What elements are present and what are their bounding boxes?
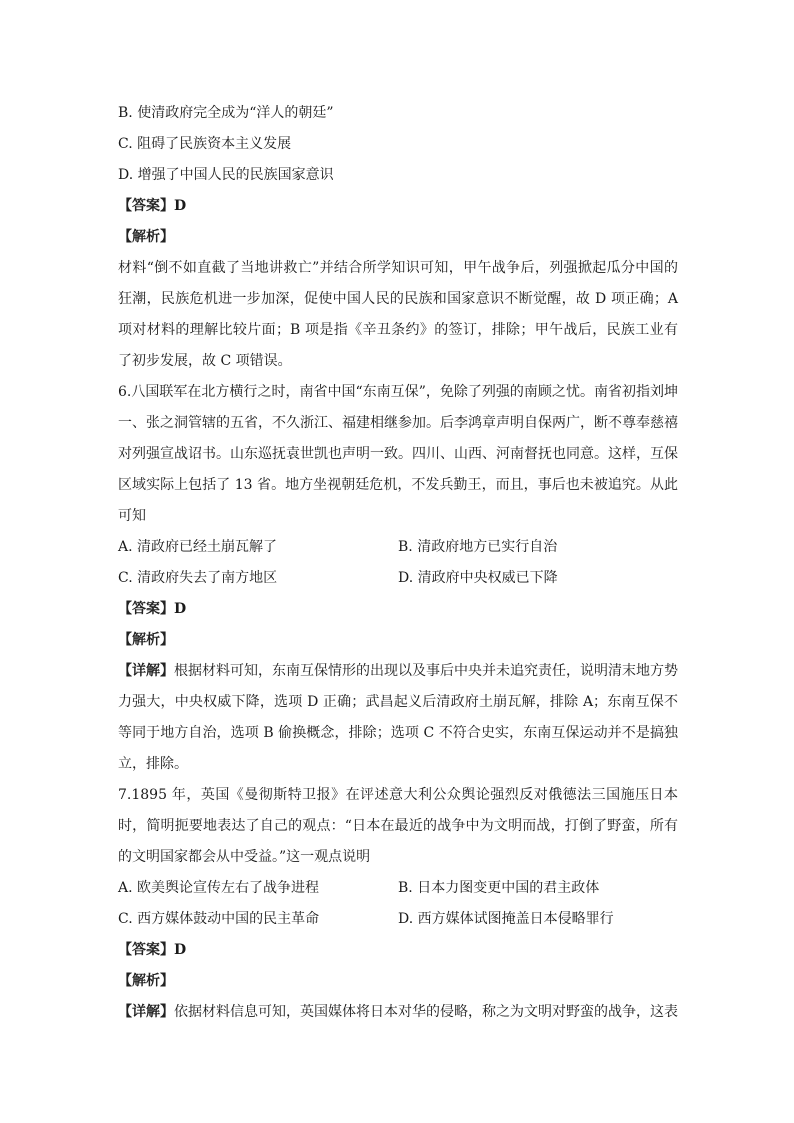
analysis-label: 【解析】 bbox=[118, 229, 174, 245]
q5-option-c: C. 阻碍了民族资本主义发展 bbox=[118, 136, 292, 152]
analysis-label: 【解析】 bbox=[118, 973, 174, 989]
q6-option-b: B. 清政府地方已实行自治 bbox=[398, 539, 558, 555]
q6-option-d: D. 清政府中央权威已下降 bbox=[398, 570, 558, 586]
q5-option-d: D. 增强了中国人民的民族国家意识 bbox=[118, 167, 334, 183]
q7-option-b: B. 日本力图变更中国的君主政体 bbox=[398, 880, 600, 896]
q6-options bbox=[118, 532, 678, 594]
q5-option-b: B. 使清政府完全成为“洋人的朝廷” bbox=[118, 105, 334, 121]
answer-label: 【答案】 bbox=[118, 601, 174, 617]
detail-label: 【详解】 bbox=[118, 1004, 174, 1020]
q5-analysis-label bbox=[118, 222, 678, 253]
analysis-label: 【解析】 bbox=[118, 632, 174, 648]
q7-option-c: C. 西方媒体鼓动中国的民主革命 bbox=[118, 911, 320, 927]
detail-text: 根据材料可知，东南互保情形的出现以及事后中央并未追究责任，说明清末地方势力强大，中央权威下降，选项 D 正确；武昌起义后清政府土崩瓦解，排除 A；东南互保不等同于地方自治，选项 B 偷换概念，排除；选项 C 不符合史实，东南互保运动并不是搞独立，排除。 bbox=[118, 663, 678, 772]
q6-option-a: A. 清政府已经土崩瓦解了 bbox=[118, 539, 278, 555]
answer-value: D bbox=[174, 198, 187, 214]
detail-label: 【详解】 bbox=[118, 663, 174, 679]
q7-option-d: D. 西方媒体试图掩盖日本侵略罪行 bbox=[398, 911, 614, 927]
q6-detail bbox=[118, 656, 678, 780]
q5-analysis-text: 材料“倒不如直截了当地讲救亡”并结合所学知识可知，甲午战争后，列强掀起瓜分中国的狂潮，民族危机进一步加深，促使中国人民的民族和国家意识不断觉醒，故 D 项正确；A 项对材料的理解比较片面；B 项是指《辛丑条约》的签订，排除；甲午战后，民族工业有了初步发展，故 C 项错误。 bbox=[118, 260, 678, 369]
q7-analysis-label bbox=[118, 966, 678, 997]
q6-analysis-label bbox=[118, 625, 678, 656]
answer-value: D bbox=[174, 942, 187, 958]
document-page bbox=[118, 98, 678, 1028]
q7-option-a: A. 欧美舆论宣传左右了战争进程 bbox=[118, 880, 320, 896]
q7-detail bbox=[118, 997, 678, 1028]
q5-answer bbox=[118, 191, 678, 222]
q6-answer bbox=[118, 594, 678, 625]
answer-label: 【答案】 bbox=[118, 942, 174, 958]
detail-text: 依据材料信息可知，英国媒体将日本对华的侵略，称之为文明对野蛮的战争，这表 bbox=[174, 1004, 678, 1020]
q7-stem: 7.1895 年，英国《曼彻斯特卫报》在评述意大利公众舆论强烈反对俄德法三国施压日本时，简明扼要地表达了自己的观点：“日本在最近的战争中为文明而战，打倒了野蛮，所有的文明国家都会从中受益。”这一观点说明 bbox=[118, 787, 678, 865]
q7-answer bbox=[118, 935, 678, 966]
answer-label: 【答案】 bbox=[118, 198, 174, 214]
q6-option-c: C. 清政府失去了南方地区 bbox=[118, 570, 278, 586]
q6-stem: 6.八国联军在北方横行之时，南省中国“东南互保”，免除了列强的南顾之忧。南省初指刘坤一、张之洞管辖的五省，不久浙江、福建相继参加。后李鸿章声明自保两广，断不尊奉慈禧对列强宣战诏书。山东巡抚袁世凯也声明一致。四川、山西、河南督抚也同意。这样，互保区域实际上包括了 13 省。地方坐视朝廷危机，不发兵勤王，而且，事后也未被追究。从此可知 bbox=[118, 384, 678, 524]
answer-value: D bbox=[174, 601, 187, 617]
q7-options bbox=[118, 873, 678, 935]
